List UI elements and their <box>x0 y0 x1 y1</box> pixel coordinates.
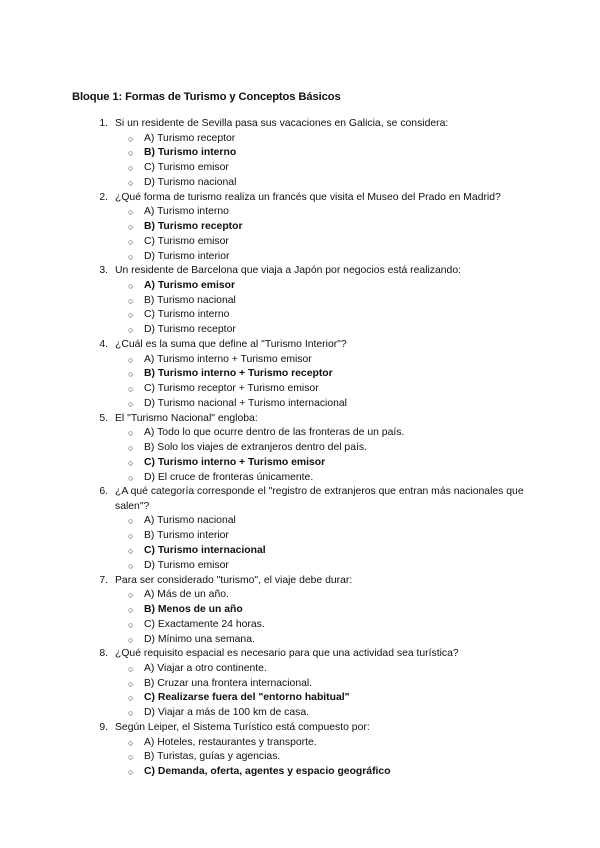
option-item <box>88 382 548 397</box>
question-list <box>88 117 548 780</box>
option-item <box>88 588 548 603</box>
hollow-circle-bullet-icon: ○ <box>128 546 134 557</box>
option-item <box>88 603 548 618</box>
option-list <box>88 736 548 780</box>
question-text: ¿Qué requisito espacial es necesario para que una actividad sea turística? <box>115 648 459 660</box>
question-number: 9. <box>99 722 108 733</box>
option-text: A) Más de un año. <box>144 589 229 601</box>
question-row <box>88 191 548 206</box>
option-text: B) Turismo nacional <box>144 294 236 306</box>
question-item <box>88 721 548 780</box>
hollow-circle-bullet-icon: ○ <box>128 310 134 321</box>
hollow-circle-bullet-icon: ○ <box>128 428 134 439</box>
question-text: Según Leiper, el Sistema Turístico está compuesto por: <box>115 722 370 733</box>
option-text: A) Todo lo que ocurre dentro de las fronteras de un país. <box>144 427 405 439</box>
option-item <box>88 662 548 677</box>
option-text: C) Turismo emisor <box>144 235 229 247</box>
question-number: 8. <box>99 648 108 660</box>
option-item <box>88 220 548 235</box>
hollow-circle-bullet-icon: ○ <box>128 663 134 674</box>
hollow-circle-bullet-icon: ○ <box>128 737 134 748</box>
hollow-circle-bullet-icon: ○ <box>128 693 134 704</box>
option-list <box>88 588 548 647</box>
option-item <box>88 736 548 751</box>
hollow-circle-bullet-icon: ○ <box>128 133 134 144</box>
option-item <box>88 544 548 559</box>
option-item <box>88 397 548 412</box>
option-item <box>88 529 548 544</box>
question-number: 5. <box>99 412 108 424</box>
option-text-correct: C) Turismo internacional <box>144 545 266 557</box>
option-text: A) Turismo interno + Turismo emisor <box>144 353 312 365</box>
option-text: B) Turismo interior <box>144 530 229 542</box>
question-text: Para ser considerado "turismo", el viaje debe durar: <box>115 574 353 586</box>
question-text: Un residente de Barcelona que viaja a Japón por negocios está realizando: <box>115 265 462 277</box>
hollow-circle-bullet-icon: ○ <box>128 634 134 645</box>
question-text: ¿Cuál es la suma que define al "Turismo Interior"? <box>115 339 347 351</box>
question-item <box>88 264 548 338</box>
option-item <box>88 559 548 574</box>
option-text: C) Turismo interno <box>144 309 230 321</box>
hollow-circle-bullet-icon: ○ <box>128 708 134 719</box>
hollow-circle-bullet-icon: ○ <box>128 531 134 542</box>
question-item <box>88 117 548 191</box>
option-item <box>88 235 548 250</box>
option-text-correct: B) Turismo receptor <box>144 220 243 232</box>
option-item <box>88 456 548 471</box>
option-item <box>88 146 548 161</box>
option-text: A) Hoteles, restaurantes y transporte. <box>144 736 317 748</box>
hollow-circle-bullet-icon: ○ <box>128 619 134 630</box>
hollow-circle-bullet-icon: ○ <box>128 207 134 218</box>
hollow-circle-bullet-icon: ○ <box>128 560 134 571</box>
option-item <box>88 279 548 294</box>
question-text: Si un residente de Sevilla pasa sus vacaciones en Galicia, se considera: <box>115 118 449 129</box>
hollow-circle-bullet-icon: ○ <box>128 236 134 247</box>
hollow-circle-bullet-icon: ○ <box>128 369 134 380</box>
hollow-circle-bullet-icon: ○ <box>128 767 134 778</box>
question-row <box>88 574 548 589</box>
hollow-circle-bullet-icon: ○ <box>128 457 134 468</box>
option-text: C) Turismo receptor + Turismo emisor <box>144 383 319 395</box>
option-item <box>88 633 548 648</box>
hollow-circle-bullet-icon: ○ <box>128 295 134 306</box>
hollow-circle-bullet-icon: ○ <box>128 354 134 365</box>
hollow-circle-bullet-icon: ○ <box>128 678 134 689</box>
option-text-correct: B) Turismo interno <box>144 147 237 159</box>
option-item <box>88 677 548 692</box>
option-item <box>88 441 548 456</box>
option-text: A) Viajar a otro continente. <box>144 662 267 674</box>
option-item <box>88 765 548 780</box>
option-text: D) El cruce de fronteras únicamente. <box>144 471 314 483</box>
question-row <box>88 264 548 279</box>
option-list <box>88 662 548 721</box>
option-list <box>88 426 548 485</box>
option-text: C) Exactamente 24 horas. <box>144 618 265 630</box>
hollow-circle-bullet-icon: ○ <box>128 325 134 336</box>
option-item <box>88 471 548 486</box>
hollow-circle-bullet-icon: ○ <box>128 384 134 395</box>
option-list <box>88 514 548 573</box>
option-text-correct: B) Menos de un año <box>144 603 243 615</box>
option-item <box>88 367 548 382</box>
hollow-circle-bullet-icon: ○ <box>128 590 134 601</box>
question-item <box>88 338 548 412</box>
hollow-circle-bullet-icon: ○ <box>128 177 134 188</box>
option-text: D) Turismo nacional <box>144 176 237 188</box>
option-item <box>88 514 548 529</box>
hollow-circle-bullet-icon: ○ <box>128 472 134 483</box>
option-item <box>88 308 548 323</box>
option-text: B) Turistas, guías y agencias. <box>144 751 281 763</box>
question-number: 4. <box>99 339 108 351</box>
hollow-circle-bullet-icon: ○ <box>128 516 134 527</box>
question-row <box>88 412 548 427</box>
hollow-circle-bullet-icon: ○ <box>128 752 134 763</box>
block-title: Bloque 1: Formas de Turismo y Conceptos Básicos <box>72 91 341 103</box>
question-item <box>88 574 548 648</box>
option-item <box>88 323 548 338</box>
option-text: D) Turismo nacional + Turismo internacional <box>144 397 347 409</box>
question-row <box>88 721 548 736</box>
option-list <box>88 132 548 191</box>
question-text: ¿A qué categoría corresponde el "registro de extranjeros que entran más nacionales que salen"? <box>115 486 524 512</box>
option-item <box>88 176 548 191</box>
option-list <box>88 353 548 412</box>
hollow-circle-bullet-icon: ○ <box>128 398 134 409</box>
option-item <box>88 750 548 765</box>
option-item <box>88 691 548 706</box>
option-text: C) Turismo emisor <box>144 162 229 174</box>
option-text: D) Mínimo una semana. <box>144 633 255 645</box>
option-text-correct: C) Turismo interno + Turismo emisor <box>144 456 326 468</box>
hollow-circle-bullet-icon: ○ <box>128 163 134 174</box>
option-item <box>88 426 548 441</box>
question-row <box>88 117 548 132</box>
question-text: El "Turismo Nacional" engloba: <box>115 412 258 424</box>
hollow-circle-bullet-icon: ○ <box>128 604 134 615</box>
hollow-circle-bullet-icon: ○ <box>128 221 134 232</box>
question-row <box>88 647 548 662</box>
option-text: A) Turismo interno <box>144 206 229 218</box>
question-text: ¿Qué forma de turismo realiza un francés que visita el Museo del Prado en Madrid? <box>115 191 501 203</box>
hollow-circle-bullet-icon: ○ <box>128 251 134 262</box>
option-list <box>88 279 548 338</box>
option-text-correct: C) Realizarse fuera del "entorno habitual" <box>144 692 350 704</box>
option-item <box>88 250 548 265</box>
hollow-circle-bullet-icon: ○ <box>128 148 134 159</box>
option-text: B) Solo los viajes de extranjeros dentro del país. <box>144 442 367 454</box>
question-row <box>88 485 548 514</box>
option-text-correct: C) Demanda, oferta, agentes y espacio geográfico <box>144 766 391 778</box>
question-item <box>88 647 548 721</box>
option-text: A) Turismo nacional <box>144 515 236 527</box>
option-text: D) Turismo interior <box>144 250 230 262</box>
question-number: 6. <box>99 486 108 498</box>
option-text: D) Turismo emisor <box>144 559 229 571</box>
option-list <box>88 205 548 264</box>
option-text: B) Cruzar una frontera internacional. <box>144 677 313 689</box>
question-number: 3. <box>99 265 108 277</box>
option-item <box>88 706 548 721</box>
option-item <box>88 132 548 147</box>
option-item <box>88 294 548 309</box>
option-item <box>88 205 548 220</box>
question-number: 2. <box>99 191 108 203</box>
hollow-circle-bullet-icon: ○ <box>128 443 134 454</box>
question-item <box>88 485 548 573</box>
option-item <box>88 161 548 176</box>
question-item <box>88 412 548 486</box>
option-text: D) Turismo receptor <box>144 324 236 336</box>
hollow-circle-bullet-icon: ○ <box>128 280 134 291</box>
question-row <box>88 338 548 353</box>
question-number: 7. <box>99 574 108 586</box>
option-item <box>88 618 548 633</box>
option-text: D) Viajar a más de 100 km de casa. <box>144 707 309 719</box>
option-item <box>88 353 548 368</box>
option-text-correct: A) Turismo emisor <box>144 279 236 291</box>
option-text: A) Turismo receptor <box>144 132 236 144</box>
question-item <box>88 191 548 265</box>
option-text-correct: B) Turismo interno + Turismo receptor <box>144 368 333 380</box>
question-number: 1. <box>99 118 108 129</box>
